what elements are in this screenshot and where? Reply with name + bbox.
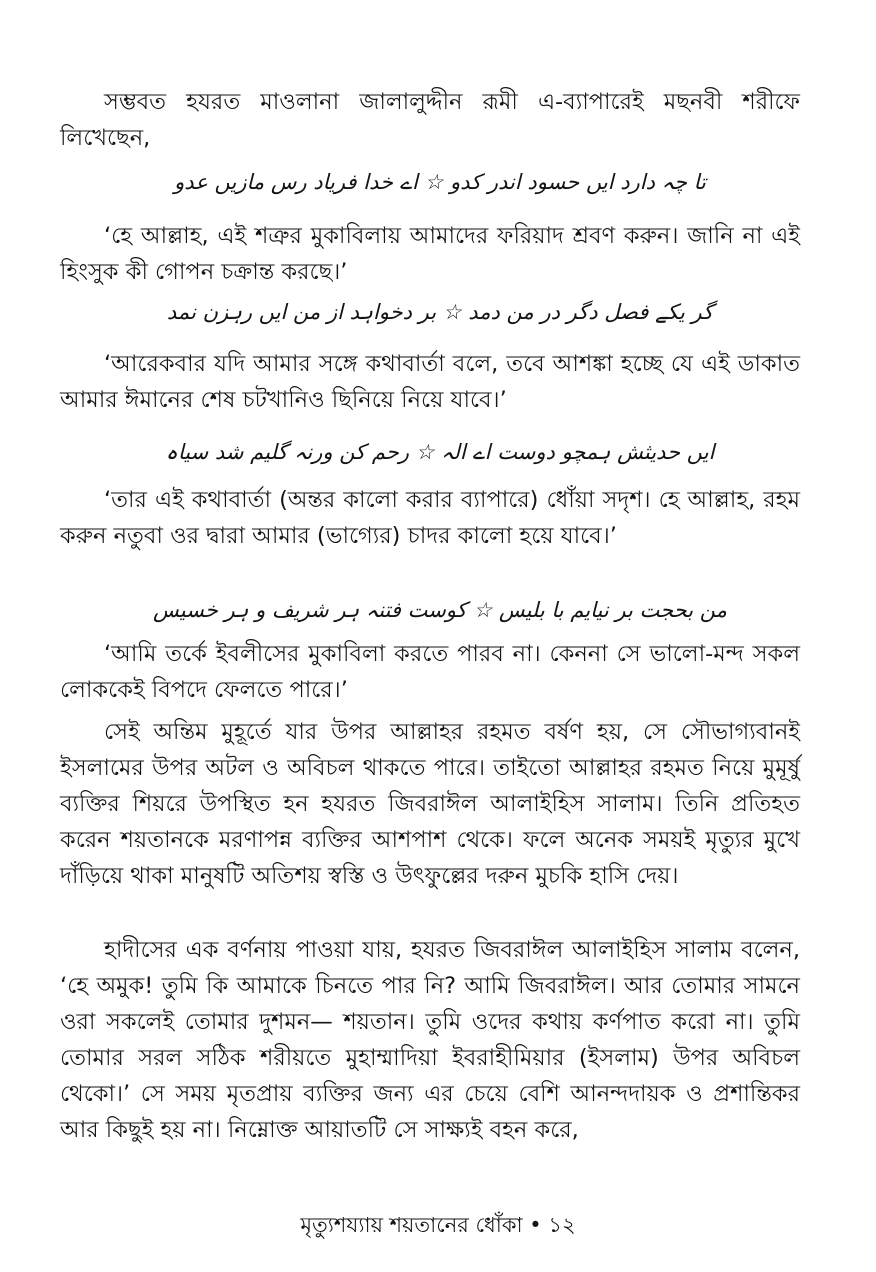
body-paragraph-1: সেই অন্তিম মুহূর্তে যার উপর আল্লাহর রহমত বর্ষণ হয়, সে সৌভাগ্যবানই ইসলামের উপর অটল ও অবিচল থাকতে পারে। তাইতো আল্লাহর রহমত নিয়ে মুমূর্ষু ব্যক্তির শিয়রে উপস্থিত হন হযরত জিবরাঈল আলাইহিস সালাম। তিনি প্রতিহত করেন শয়তানকে মরণাপন্ন ব্যক্তির আশপাশ থেকে। ফলে অনেক সময়ই মৃত্যুর মুখে দাঁড়িয়ে থাকা মানুষটি অতিশয় স্বস্তি ও উৎফুল্লের দরুন মুচকি হাসি দেয়। [60,719,800,889]
urdu-verse-2: گر یکے فصل دگر در من دمد ☆ بر دخواہد از من ایں رہزن نمد [166,300,714,324]
running-footer: মৃত্যুশয্যায় শয়তানের ধোঁকা • ১২ [300,1213,576,1237]
translation-4: ‘আমি তর্কে ইবলীসের মুকাবিলা করতে পারব না। কেননা সে ভালো-মন্দ সকল লোককেই বিপদে ফেলতে পারে।’ [60,641,800,703]
body-paragraph-2: হাদীসের এক বর্ণনায় পাওয়া যায়, হযরত জিবরাঈল আলাইহিস সালাম বলেন, ‘হে অমুক! তুমি কি আমাকে চিনতে পার নি? আমি জিবরাঈল। আর তোমার সামনে ওরা সকলেই তোমার দুশমন— শয়তান। তুমি ওদের কথায় কর্ণপাত করো না। তুমি তোমার সরল সঠিক শরীয়তে মুহাম্মাদিয়া ইবরাহীমিয়ার (ইসলাম) উপর অবিচল থেকো।’ সে সময় মৃতপ্রায় ব্যক্তির জন্য এর চেয়ে বেশি আনন্দদায়ক ও প্রশান্তিকর আর কিছুই হয় না। নিম্নোক্ত আয়াতটি সে সাক্ষ্যই বহন করে, [60,937,800,1143]
translation-1: ‘হে আল্লাহ, এই শত্রুর মুকাবিলায় আমাদের ফরিয়াদ শ্রবণ করুন। জানি না এই হিংসুক কী গোপন চক্রান্ত করছে।’ [60,223,800,285]
translation-2: ‘আরেকবার যদি আমার সঙ্গে কথাবার্তা বলে, তবে আশঙ্কা হচ্ছে যে এই ডাকাত আমার ঈমানের শেষ চটখানিও ছিনিয়ে নিয়ে যাবে।’ [60,351,800,413]
urdu-verse-3: ایں حدیثش ہمچو دوست اے الہ ☆ رحم کن ورنہ گلیم شد سیاہ [165,440,715,464]
translation-3: ‘তার এই কথাবার্তা (অন্তর কালো করার ব্যাপারে) ধোঁয়া সদৃশ। হে আল্লাহ, রহম করুন নতুবা ওর দ্বারা আমার (ভাগ্যের) চাদর কালো হয়ে যাবে।’ [60,487,800,549]
urdu-verse-1: تا چہ دارد ایں حسود اندر کدو ☆ اے خدا فریاد رس مازیں عدو [174,170,706,194]
urdu-verse-4: من بحجت بر نیایم با بلیس ☆ کوست فتنہ ہر شریف و ہر خسیس [153,598,727,622]
intro-paragraph: সম্ভবত হযরত মাওলানা জালালুদ্দীন রূমী এ-ব্যাপারেই মছনবী শরীফে লিখেছেন, [60,89,800,151]
